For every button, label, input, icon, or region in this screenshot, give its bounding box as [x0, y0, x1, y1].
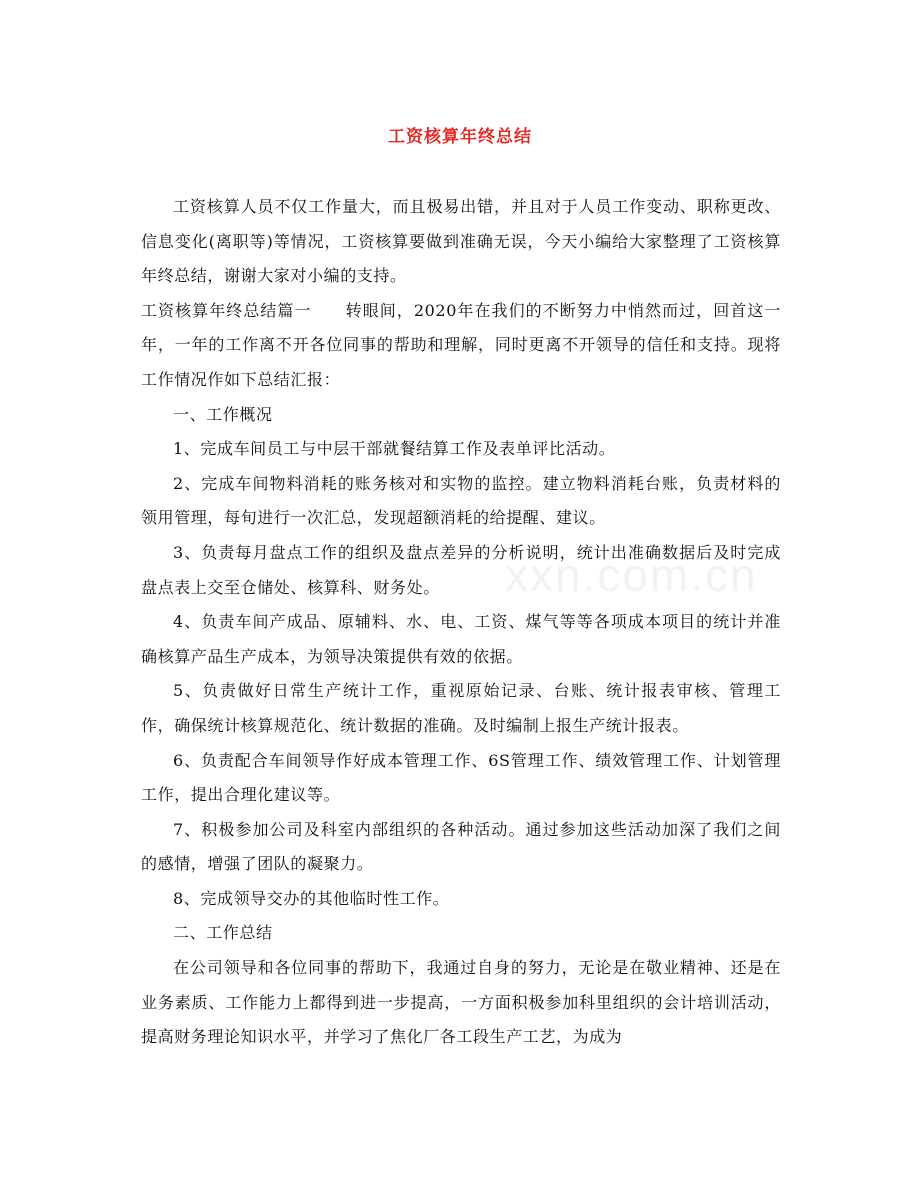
heading-work-summary: 二、工作总结 — [173, 923, 273, 943]
section-one-opening: 工资核算年终总结篇一 转眼间，2020年在我们的不断努力中悄然而过，回首这一年，一年的工作离不开各位同事的帮助和理解，同时更离不开领导的信任和支持。现将工作情况作如下总结汇报： — [141, 300, 781, 389]
list-item-6: 6、负责配合车间领导作好成本管理工作、6S管理工作、绩效管理工作、计划管理工作，提出合理化建议等。 — [141, 750, 781, 805]
summary-paragraph: 在公司领导和各位同事的帮助下，我通过自身的努力，无论是在敬业精神、还是在业务素质、工作能力上都得到进一步提高，一方面积极参加科里组织的会计培训活动，提高财务理论知识水平，并学习了焦化厂各工段生产工艺，为成为 — [141, 958, 781, 1047]
list-item-5: 5、负责做好日常生产统计工作，重视原始记录、台账、统计报表审核、管理工作，确保统计核算规范化、统计数据的准确。及时编制上报生产统计报表。 — [141, 681, 781, 735]
document-body — [141, 190, 781, 1055]
list-item-7: 7、积极参加公司及科室内部组织的各种活动。通过参加这些活动加深了我们之间的感情，增强了团队的凝聚力。 — [141, 819, 781, 874]
intro-paragraph: 工资核算人员不仅工作量大，而且极易出错，并且对于人员工作变动、职称更改、信息变化(离职等)等情况，工资核算要做到准确无误，今天小编给大家整理了工资核算年终总结，谢谢大家对小编的支持。 — [141, 197, 781, 286]
list-item-4: 4、负责车间产成品、原辅料、水、电、工资、煤气等等各项成本项目的统计并准确核算产品生产成本，为领导决策提供有效的依据。 — [141, 612, 781, 666]
list-item-3: 3、负责每月盘点工作的组织及盘点差异的分析说明，统计出准确数据后及时完成盘点表上交至仓储处、核算科、财务处。 — [141, 542, 781, 597]
list-item-2: 2、完成车间物料消耗的账务核对和实物的监控。建立物料消耗台账，负责材料的领用管理，每旬进行一次汇总，发现超额消耗的给提醒、建议。 — [141, 473, 781, 528]
list-item-1: 1、完成车间员工与中层干部就餐结算工作及表单评比活动。 — [173, 439, 616, 459]
list-item-8: 8、完成领导交办的其他临时性工作。 — [173, 888, 450, 908]
document-title: 工资核算年终总结 — [388, 127, 532, 147]
watermark: xxn.com.cn — [505, 549, 758, 601]
heading-work-overview: 一、工作概况 — [173, 404, 273, 424]
